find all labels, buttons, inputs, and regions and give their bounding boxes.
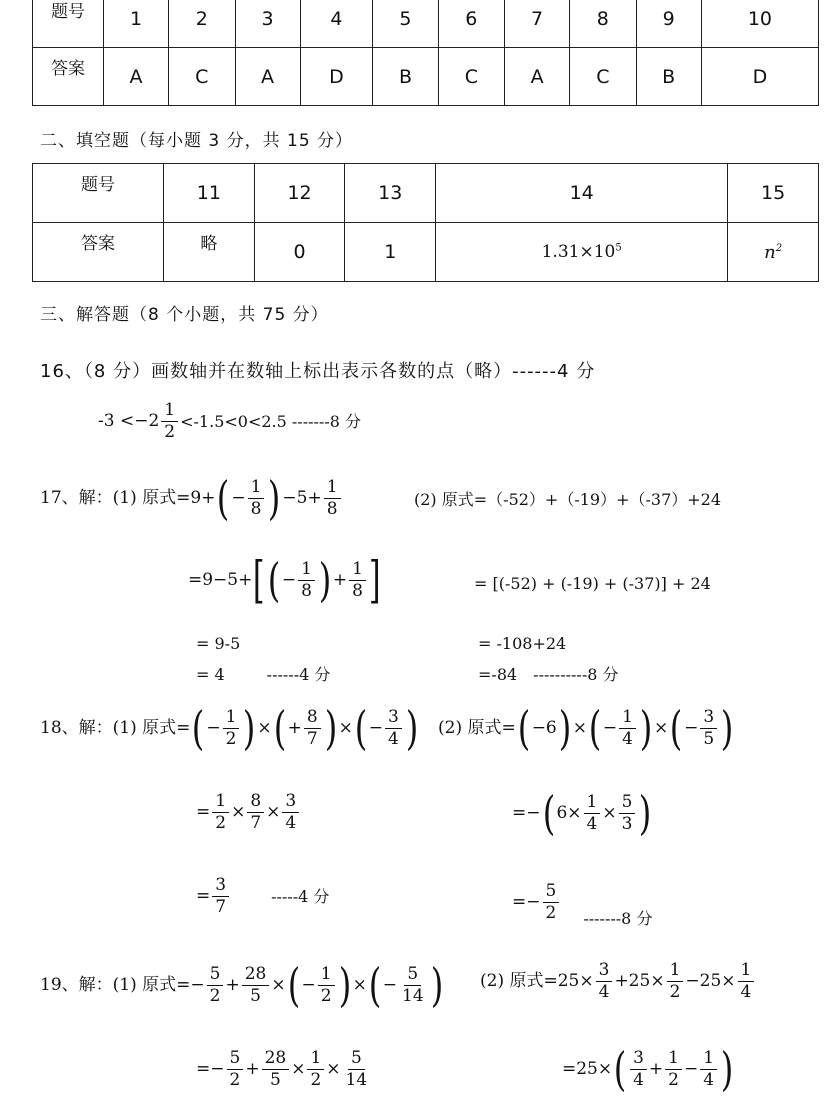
question-number: 3 — [235, 0, 300, 48]
q19-part1-line1: 19、解：(1) 原式=− $\frac{5}{2}$ + $\frac{28}{5}$ × ( − $\frac{1}{2}$ ) × ( − $\frac{5}{14}$ ) — [40, 958, 443, 1012]
q17-part2-line3: = -108+24 — [478, 634, 567, 653]
q18-part2-line2: =− ( 6× $\frac{1}{4}$ × $\frac{5}{3}$ ) — [512, 786, 652, 840]
q17-part1-line2: =9−5+ [ ( − $\frac{1}{8}$ ) + $\frac{1}{8}$ ] — [188, 551, 381, 609]
row-answer-label: 答案 — [33, 223, 164, 282]
section-2-title: 二、填空题（每小题 3 分，共 15 分） — [40, 131, 354, 151]
answer-cell: 略 — [164, 223, 255, 282]
q18-part1-line3: = $\frac{3}{7}$ -----4 分 — [196, 875, 330, 917]
question-number: 10 — [701, 0, 818, 48]
q19-part2-line2: =25× ( $\frac{3}{4}$ + $\frac{1}{2}$ − $\frac{1}{4}$ ) — [562, 1042, 734, 1096]
question-number: 14 — [436, 164, 728, 223]
question-number: 11 — [164, 164, 255, 223]
answer-table-choice — [32, 0, 819, 106]
answer-cell: A — [104, 48, 169, 106]
q16-line2: -3 <−2 $\frac{1}{2}$ <-1.5<0<2.5 -------8 分 — [98, 400, 362, 442]
question-number: 9 — [636, 0, 701, 48]
answer-table-fill — [32, 163, 819, 282]
question-number: 13 — [345, 164, 436, 223]
section-3-title: 三、解答题（8 个小题，共 75 分） — [40, 305, 329, 325]
question-number: 15 — [728, 164, 819, 223]
question-number: 7 — [505, 0, 570, 48]
row-header-label: 题号 — [33, 164, 164, 223]
answer-cell: $n^2$ — [728, 223, 819, 282]
q18-part1-line2: = $\frac{1}{2}$ × $\frac{8}{7}$ × $\frac{3}{4}$ — [196, 793, 301, 832]
answer-cell: A — [505, 48, 570, 106]
answer-cell: B — [373, 48, 438, 106]
q17-part1-line3: = 9-5 — [196, 634, 241, 653]
q16-line1: 16、（8 分）画数轴并在数轴上标出表示各数的点（略）------4 分 — [40, 361, 596, 382]
answer-cell: D — [701, 48, 818, 106]
answer-cell: $1.31\times 10^5$ — [436, 223, 728, 282]
answer-cell: A — [235, 48, 300, 106]
q19-part2-line1: (2) 原式=25× $\frac{3}{4}$ +25× $\frac{1}{2}$ −25× $\frac{1}{4}$ — [480, 962, 756, 1001]
q18-part2-line3: =− $\frac{5}{2}$ -------8 分 — [512, 880, 653, 928]
q17-part2-line4: =-84 ----------8 分 — [478, 665, 619, 684]
question-number: 4 — [300, 0, 373, 48]
row-answer-label: 答案 — [33, 48, 104, 106]
answer-cell: 0 — [254, 223, 345, 282]
answer-cell: C — [570, 48, 636, 106]
answer-cell: D — [300, 48, 373, 106]
question-number: 12 — [254, 164, 345, 223]
question-number: 2 — [169, 0, 235, 48]
q19-part1-line2: =− $\frac{5}{2}$ + $\frac{28}{5}$ × $\frac{1}{2}$ × $\frac{5}{14}$ — [196, 1048, 368, 1090]
question-number: 8 — [570, 0, 636, 48]
q17-part2-line1: (2) 原式=（-52）+（-19）+（-37）+24 — [414, 490, 722, 509]
question-number: 5 — [373, 0, 438, 48]
q18-part2-line1: (2) 原式= ( −6 ) × ( − $\frac{1}{4}$ ) × ( − $\frac{3}{5}$ ) — [438, 701, 734, 755]
answer-cell: C — [438, 48, 504, 106]
question-number: 1 — [104, 0, 169, 48]
row-header-label: 题号 — [33, 0, 104, 48]
answer-cell: B — [636, 48, 701, 106]
q17-part1-line4: = 4 ------4 分 — [196, 665, 331, 684]
answer-cell: 1 — [345, 223, 436, 282]
q18-part1-line1: 18、解：(1) 原式= ( − $\frac{1}{2}$ ) × ( + $\frac{8}{7}$ ) × ( − $\frac{3}{4}$ ) — [40, 701, 419, 755]
answer-cell: C — [169, 48, 235, 106]
q17-part1-line1: 17、解：(1) 原式=9+ ( − $\frac{1}{8}$ ) −5+ $\frac{1}{8}$ — [40, 475, 343, 521]
q17-part2-line2: = [(-52) + (-19) + (-37)] + 24 — [474, 574, 711, 593]
question-number: 6 — [438, 0, 504, 48]
